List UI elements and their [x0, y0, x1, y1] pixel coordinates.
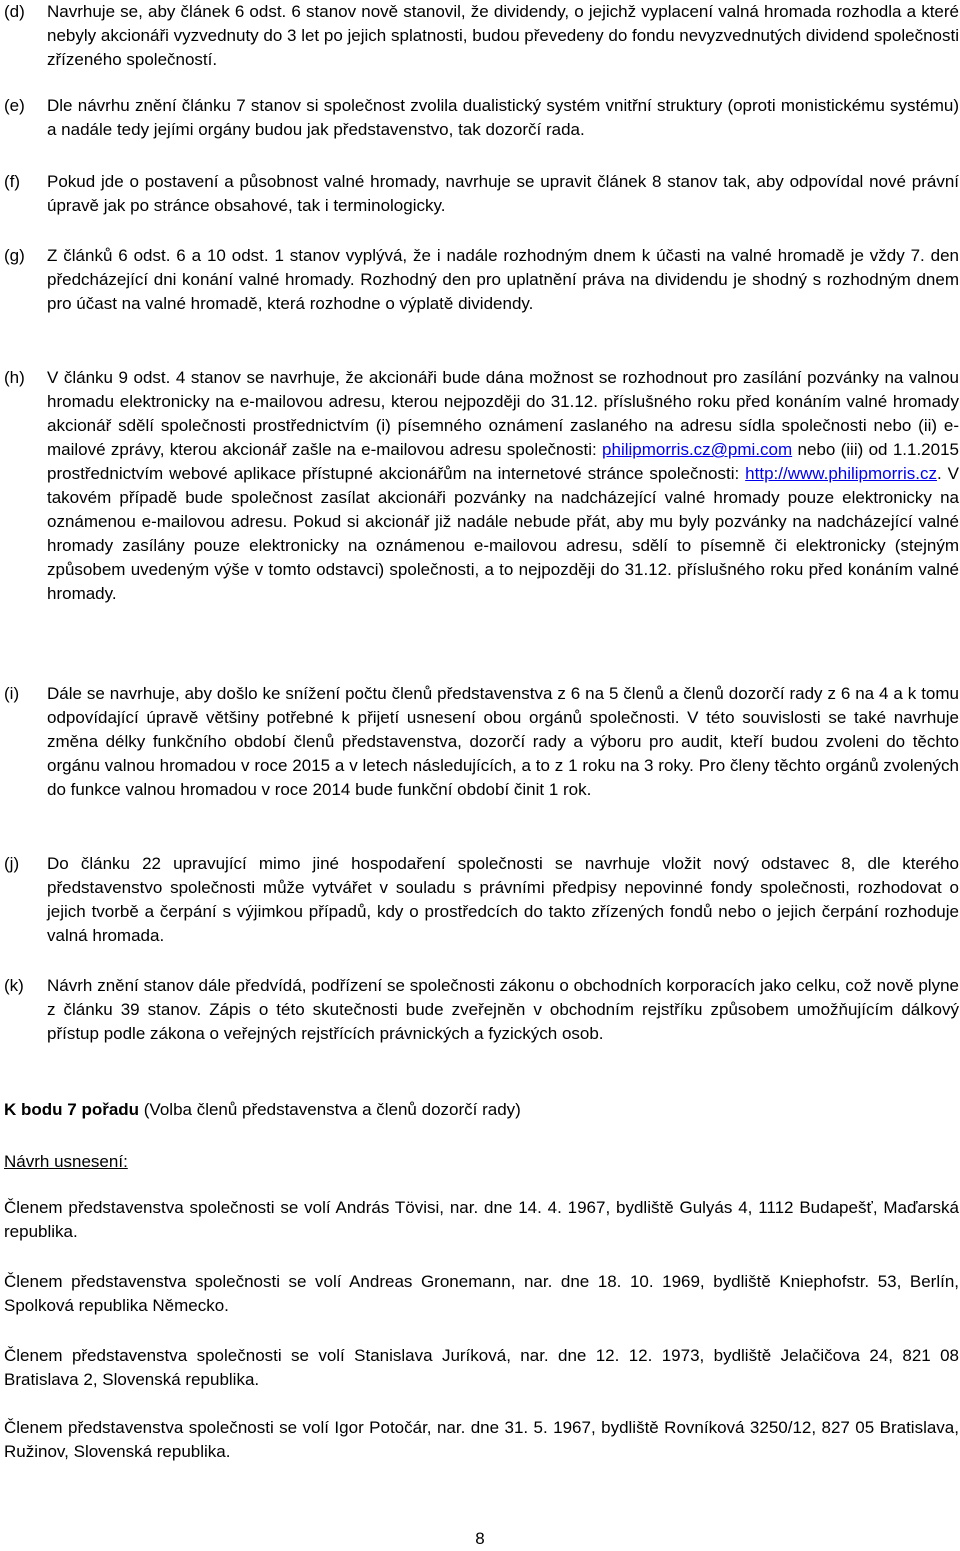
item-text: Návrh znění stanov dále předvídá, podřízení se společnosti zákonu o obchodních korporacích jako celku, což nově plyne z článku 39 stanov. Zápis o této skutečnosti bude zveřejněn v obchodním rejstříku způsobem umožňujícím dálkový přístup podle zákona o veřejných rejstřících právnických a fyzických osob. — [47, 976, 959, 1043]
item-label: (k) — [4, 976, 24, 995]
section-heading: K bodu 7 pořadu (Volba členů představenstva a členů dozorčí rady) — [4, 1100, 521, 1119]
item-label: (d) — [4, 2, 25, 21]
page-number: 8 — [475, 1529, 485, 1548]
resolution-paragraph: Členem představenstva společnosti se volí Andreas Gronemann, nar. dne 18. 10. 1969, bydliště Kniephofstr. 53, Berlín, Spolková republika Německo. — [4, 1272, 959, 1315]
resolution-paragraph: Členem představenstva společnosti se volí András Tövisi, nar. dne 14. 4. 1967, bydliště Gulyás 4, 1112 Budapešť, Maďarská republika. — [4, 1198, 959, 1241]
item-label: (e) — [4, 96, 25, 115]
item-label: (g) — [4, 246, 25, 265]
item-label: (f) — [4, 172, 21, 191]
item-text: V článku 9 odst. 4 stanov se navrhuje, že akcionáři bude dána možnost se rozhodnout pro zasílání pozvánky na valnou hromadu elektronicky na e-mailovou adresu, kterou nejpozději do 31.12. příslušného roku před konáním valné hromady akcionář sdělí společnosti prostřednictvím (i) písemného oznámení zaslaného na adresu sídla společnosti nebo (ii) e-mailové zprávy, kterou akcionář zašle na e-mailovou adresu společnosti: philipmorris.cz@pmi.com nebo (iii) od 1.1.2015 prostřednictvím webové aplikace přístupné akcionářům na internetové stránce společnosti: http://www.philipmorris.cz. V takovém případě bude společnost zasílat akcionáři pozvánky na nadcházející valné hromady pouze elektronicky na oznámenou e-mailovou adresu. Pokud si akcionář již nadále nebude přát, aby mu byly pozvánky na nadcházející valné hromady zasílány pouze elektronicky na oznámenou e-mailovou adresu, sdělí to písemně či elektronicky (stejným způsobem uvedeným výše v tomto odstavci) společnosti, a to nejpozději do 31.12. příslušného roku před konáním valné hromady. — [47, 368, 960, 603]
item-label: (h) — [4, 368, 25, 387]
email-link[interactable]: philipmorris.cz@pmi.com — [602, 440, 793, 459]
item-label: (j) — [4, 854, 20, 873]
item-label: (i) — [4, 684, 20, 703]
item-text: Dále se navrhuje, aby došlo ke snížení počtu členů představenstva z 6 na 5 členů a členů dozorčí rady z 6 na 4 a k tomu odpovídající úpravě většiny potřebné k přijetí usnesení obou orgánů společnosti. V této souvislosti se také navrhuje změna délky funkčního období členů představenstva, dozorčí rady a výboru pro audit, kteří budou zvoleni do těchto orgánu valnou hromadou v roce 2015 a v letech následujících, a to z 1 roku na 3 roky. Pro členy těchto orgánů zvolených do funkce valnou hromadou v roce 2014 bude funkční období činit 1 rok. — [47, 684, 959, 799]
website-link[interactable]: http://www.philipmorris.cz — [745, 464, 937, 483]
resolution-paragraph: Členem představenstva společnosti se volí Igor Potočár, nar. dne 31. 5. 1967, bydliště Rovníková 3250/12, 827 05 Bratislava, Ružinov, Slovenská republika. — [4, 1418, 959, 1461]
proposal-label: Návrh usnesení: — [4, 1152, 128, 1171]
item-text: Navrhuje se, aby článek 6 odst. 6 stanov nově stanovil, že dividendy, o jejichž vyplacení valná hromada rozhodla a které nebyly akcionáři vyzvednuty do 3 let po jejich splatnosti, budou převedeny do fondu nevyzvednutých dividend společnosti zřízeného společností. — [47, 2, 959, 69]
item-text: Do článku 22 upravující mimo jiné hospodaření společnosti se navrhuje vložit nový odstavec 8, dle kterého představenstvo společnosti může vytvářet v souladu s právními předpisy nepovinné fondy společnosti, rozhodovat o jejich tvorbě a čerpání s výjimkou případů, kdy o prostředcích do takto zřízených fondů nebo o jejich čerpání rozhoduje valná hromada. — [47, 854, 959, 945]
item-text: Dle návrhu znění článku 7 stanov si společnost zvolila dualistický systém vnitřní struktury (oproti monistickému systému) a nadále tedy jejími orgány budou jak představenstvo, tak dozorčí rada. — [47, 96, 959, 139]
item-text: Z článků 6 odst. 6 a 10 odst. 1 stanov vyplývá, že i nadále rozhodným dnem k účasti na valné hromadě je vždy 7. den předcházející dni konání valné hromady. Rozhodný den pro uplatnění práva na dividendu je shodný s rozhodným dnem pro účast na valné hromadě, která rozhodne o výplatě dividendy. — [47, 246, 959, 313]
resolution-paragraph: Členem představenstva společnosti se volí Stanislava Juríková, nar. dne 12. 12. 1973, bydliště Jelačičova 24, 821 08 Bratislava 2, Slovenská republika. — [4, 1346, 959, 1389]
item-text: Pokud jde o postavení a působnost valné hromady, navrhuje se upravit článek 8 stanov tak, aby odpovídal nové právní úpravě jak po stránce obsahové, tak i terminologicky. — [47, 172, 959, 215]
